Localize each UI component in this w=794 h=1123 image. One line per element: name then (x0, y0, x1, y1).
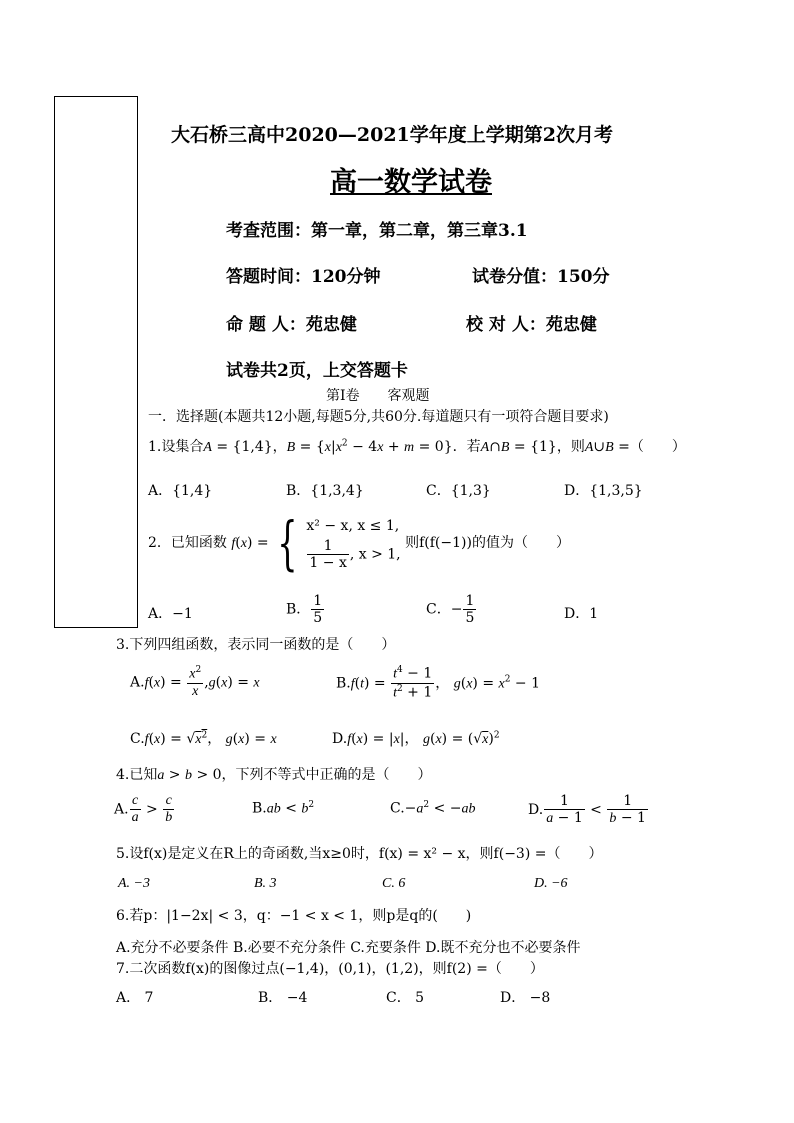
question-7-option-c: C． 5 (386, 990, 425, 1006)
question-6-options: A.充分不必要条件 B.必要不充分条件 C.充要条件 D.既不充分也不必要条件 (116, 940, 581, 956)
exam-scope: 考查范围：第一章，第二章，第三章3.1 (226, 221, 528, 241)
question-3-option-c: $C.f(x) = √x^2$， g(x) = x (130, 730, 277, 747)
question-5-option-a: A. −3 (118, 876, 150, 891)
question-3-option-a: A.f(x) = $\frac{x^2}{x}$ ,g(x) = x (130, 665, 260, 699)
question-1-option-d: D．{1,3,5} (564, 483, 643, 499)
question-7-option-b: B． −4 (258, 990, 308, 1006)
question-3-option-d: D.f(x) = |x|， $g(x) = (√x)^2$ (332, 730, 500, 747)
exam-proofreader: 校 对 人：苑忠健 (466, 315, 597, 335)
question-2-suffix: 则f(f(−1))的值为（ ） (405, 535, 570, 551)
piecewise-case-2-fraction: $\frac{1}{1 - x}$ (309, 537, 347, 571)
question-4-option-d: D. $\frac{1}{a - 1}$ < $\frac{1}{b - 1}$ (528, 793, 646, 827)
question-2: 2．已知函数 f(x) = { x² − x, x ≤ 1, $\frac{1}{1 - x}$ , x > 1, 则f(f(−1))的值为（ ） (148, 509, 570, 577)
question-5-option-c: C. 6 (382, 876, 406, 891)
part-title: 第Ⅰ卷 客观题 (326, 388, 430, 404)
question-2-option-d: D．1 (564, 606, 599, 622)
question-7-option-a: A． 7 (116, 990, 154, 1006)
question-1-option-c: C．{1,3} (426, 483, 491, 499)
question-2-prefix: 2．已知函数 (148, 535, 227, 551)
paper-title: 高一数学试卷 (330, 167, 492, 198)
pages-note: 试卷共2页，上交答题卡 (226, 361, 408, 381)
question-2-option-b: B． $\frac{1}{5}$ (286, 593, 323, 627)
question-4-option-c: $C.-a^2 < -ab$ (390, 800, 476, 817)
question-3: 3.下列四组函数，表示同一函数的是（ ） (116, 637, 396, 653)
question-4-option-b: $B.ab < b^2$ (252, 800, 315, 817)
section-instructions: 一．选择题(本题共12小题,每题5分,共60分.每道题只有一项符合题目要求) (148, 409, 609, 425)
question-1-prefix: 1.设集合 (148, 439, 204, 455)
question-5: 5.设f(x)是定义在R上的奇函数,当x≥0时，f(x) = x² − x，则f(−3) =（ ） (116, 846, 603, 862)
question-1: 1.设集合A = {1,4}，$B = \{x|x^2 - 4x + m = 0\}$．若A∩B = {1}，则A∪B =（ ） (148, 438, 686, 455)
question-7-option-d: D． −8 (500, 990, 551, 1006)
binding-margin-box (54, 96, 138, 628)
piecewise-brace: { (277, 509, 298, 577)
exam-time: 答题时间：120分钟 (226, 267, 381, 287)
question-5-option-b: B. 3 (254, 876, 277, 891)
question-4: 4.已知a > b > 0，下列不等式中正确的是（ ） (116, 767, 432, 783)
piecewise-cases (306, 515, 400, 571)
question-6: 6.若p：|1−2x| < 3，q：−1 < x < 1，则p是q的( ) (116, 908, 472, 924)
question-1-option-a: A．{1,4} (148, 483, 213, 499)
exam-score: 试卷分值：150分 (472, 267, 610, 287)
question-5-option-d: D. −6 (534, 876, 568, 891)
piecewise-case-2-tail: , x > 1, (349, 546, 401, 563)
question-7: 7.二次函数f(x)的图像过点(−1,4)，(0,1)，(1,2)，则f(2) =（ ） (116, 961, 544, 977)
piecewise-case-1: x² − x, x ≤ 1, (306, 518, 400, 535)
school-exam-title: 大石桥三高中2020—2021学年度上学期第2次月考 (171, 124, 613, 146)
question-2-option-a: A．−1 (148, 606, 193, 622)
question-4-option-a: A. $\frac{c}{a}$ > $\frac{c}{b}$ (114, 793, 173, 826)
question-2-option-c: C．− $\frac{1}{5}$ (426, 593, 475, 627)
question-3-option-b: B.f(t) = $\frac{t^4 - 1}{t^2 + 1}$ ， $g(x) = x^2 - 1$ (336, 665, 540, 701)
question-1-option-b: B．{1,3,4} (286, 483, 364, 499)
exam-author: 命 题 人：苑忠健 (226, 315, 357, 335)
